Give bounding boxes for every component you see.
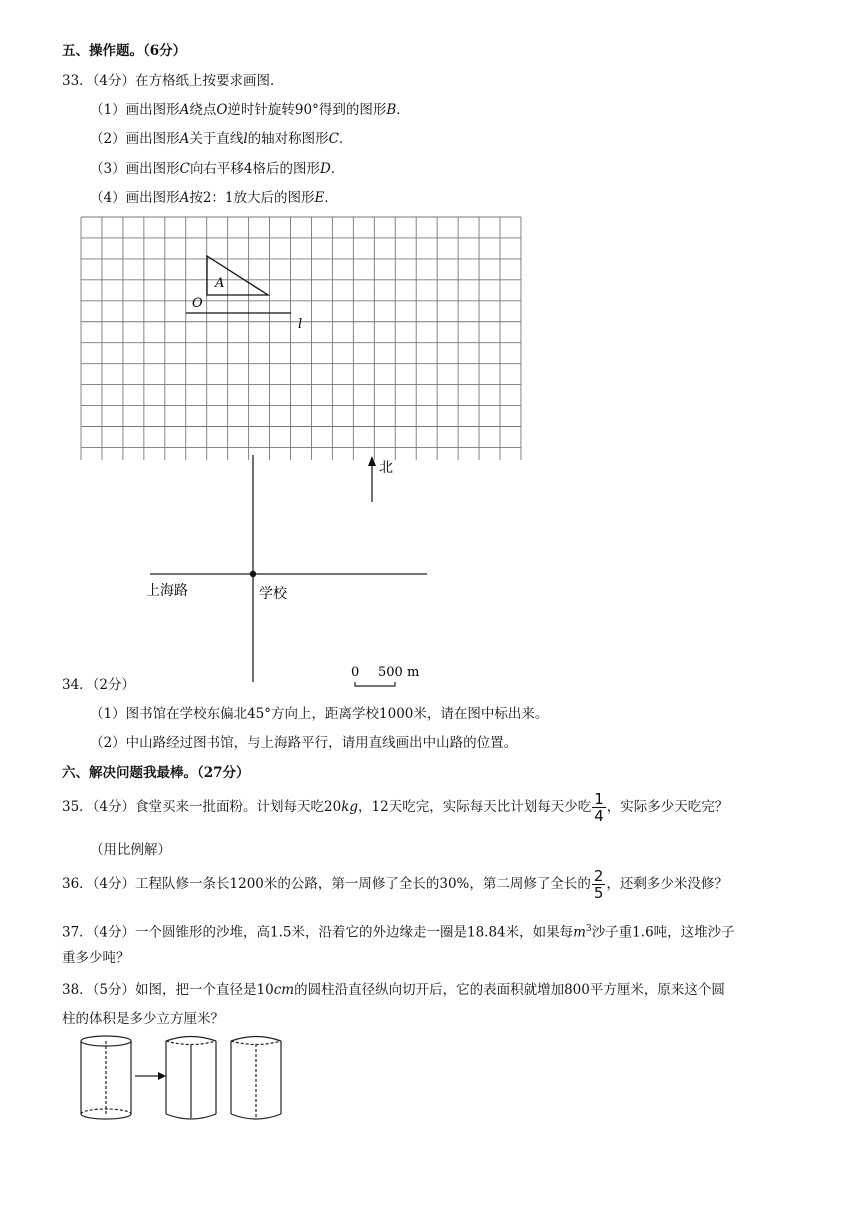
q35-text: 35．（4分）食堂买来一批面粉。计划每天吃20kg，12天吃完，实际每天比计划每天少吃 $\frac{1}{4}$ ，实际多少天吃完？ [62, 790, 729, 825]
q37-text: 37．（4分）一个圆锥形的沙堆，高1.5米，沿着它的外边缘走一圈是18.84米，如果每$m^3$沙子重1.6吨，这堆沙子 [62, 924, 735, 941]
q33-item-4: （4）画出图形A按2：1放大后的图形E． [90, 190, 338, 206]
whole-cylinder [81, 1036, 131, 1119]
q35-fraction: $\frac{1}{4}$ [594, 790, 604, 825]
north-arrow-icon [368, 456, 376, 466]
half-cylinder-left [166, 1037, 216, 1120]
q33-item-1: （1）画出图形A绕点O逆时针旋转90°得到的图形B． [90, 102, 410, 118]
north-label: 北 [379, 460, 393, 476]
label-l: l [298, 317, 303, 332]
q36-fraction: $\frac{2}{5}$ [593, 867, 604, 902]
q34-stem: 34．（2分） [62, 677, 136, 693]
q33-item-3: （3）画出图形C向右平移4格后的图形D． [90, 161, 345, 177]
section6-title: 六、解决问题我最棒。（27分） [62, 765, 250, 781]
q34-item-1: （1）图书馆在学校东偏北45°方向上，距离学校1000米，请在图中标出来。 [90, 706, 549, 722]
cylinder-diagram [0, 1030, 860, 1130]
q33-item-2: （2）画出图形A关于直线l的轴对称图形C． [90, 131, 353, 147]
scale-zero: 0 [351, 665, 360, 680]
q36-text: 36．（4分）工程队修一条长1200米的公路，第一周修了全长的30%，第二周修了全长的 $\frac{2}{5}$ ，还剩多少米没修？ [62, 867, 728, 902]
q37-line2: 重多少吨？ [62, 950, 130, 966]
grid-paper [0, 0, 860, 460]
q33-stem: 33．（4分）在方格纸上按要求画图． [62, 73, 284, 89]
q38-text: 38．（5分）如图，把一个直径是10cm的圆柱沿直径纵向切开后，它的表面积就增加800平方厘米，原来这个圆 [62, 982, 725, 998]
road-label: 上海路 [146, 583, 188, 599]
direction-map [0, 450, 860, 690]
grid-lines [81, 217, 521, 460]
label-a: A [215, 276, 225, 291]
scale-bar [355, 682, 395, 686]
section5-title: 五、操作题。（6分） [62, 43, 187, 59]
q34-item-2: （2）中山路经过图书馆，与上海路平行，请用直线画出中山路的位置。 [90, 735, 518, 751]
half-cylinder-right [231, 1037, 281, 1120]
school-point [250, 571, 256, 577]
arrow-icon [135, 1072, 166, 1080]
school-label: 学校 [259, 586, 287, 602]
q38-line2: 柱的体积是多少立方厘米？ [62, 1011, 224, 1027]
scale-value: 500 m [378, 665, 420, 680]
q35-line2: （用比例解） [90, 842, 171, 858]
label-o: O [192, 296, 203, 311]
